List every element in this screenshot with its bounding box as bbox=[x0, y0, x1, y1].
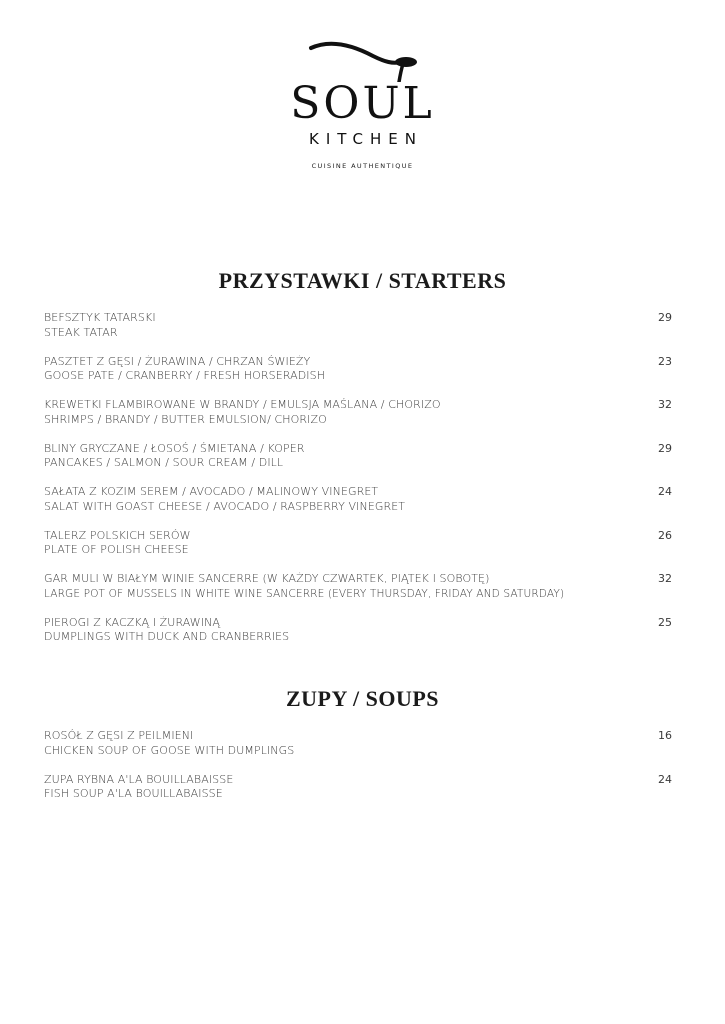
spoon-drip-icon bbox=[303, 40, 423, 82]
item-name-en: SALAT WITH GOAST CHEESE / AVOCADO / RASPBERRY VINEGRET bbox=[44, 499, 406, 513]
item-name-pl: BLINY GRYCZANE / ŁOSOŚ / ŚMIETANA / KOPER bbox=[44, 441, 305, 455]
item-price: 25 bbox=[658, 615, 672, 629]
starters-list bbox=[44, 311, 672, 659]
item-name-pl: BEFSZTYK TATARSKI bbox=[44, 311, 156, 324]
tagline: CUISINE AUTHENTIQUE bbox=[311, 162, 414, 170]
item-name-en: PANCAKES / SALMON / SOUR CREAM / DILL bbox=[44, 456, 284, 469]
item-name-en: PLATE OF POLISH CHEESE bbox=[44, 543, 189, 556]
item-price: 32 bbox=[658, 398, 672, 411]
item-name-pl: TALERZ POLSKICH SERÓW bbox=[44, 528, 191, 542]
menu-item bbox=[44, 773, 672, 802]
item-name-pl: ROSÓŁ Z GĘSI Z PEILMIENI bbox=[44, 729, 194, 742]
menu-item bbox=[44, 398, 672, 427]
item-name-en: GOOSE PATE / CRANBERRY / FRESH HORSERADISH bbox=[44, 369, 326, 382]
item-name-en: STEAK TATAR bbox=[44, 325, 118, 339]
menu-item bbox=[44, 311, 672, 340]
item-name-pl: PIEROGI Z KACZKĄ I ŻURAWINĄ bbox=[44, 615, 221, 629]
menu-item bbox=[44, 529, 672, 558]
item-name-pl: PASZTET Z GĘSI / ŻURAWINA / CHRZAN ŚWIEŻY bbox=[44, 354, 311, 368]
item-price: 24 bbox=[658, 772, 672, 786]
item-name-en: SHRIMPS / BRANDY / BUTTER EMULSION/ CHORIZO bbox=[44, 412, 327, 426]
menu-item bbox=[44, 616, 672, 645]
item-name-en: DUMPLINGS WITH DUCK AND CRANBERRIES bbox=[44, 630, 290, 643]
menu-item bbox=[44, 485, 672, 514]
item-price: 23 bbox=[658, 354, 672, 368]
item-price: 16 bbox=[658, 729, 672, 742]
menu-item bbox=[44, 355, 672, 384]
item-price: 29 bbox=[658, 311, 672, 324]
item-name-pl: GAR MULI W BIAŁYM WINIE SANCERRE (W KAŻDY CZWARTEK, PIĄTEK I SOBOTĘ) bbox=[44, 572, 490, 585]
item-name-en: CHICKEN SOUP OF GOOSE WITH DUMPLINGS bbox=[44, 743, 295, 757]
item-name-pl: ZUPA RYBNA A'LA BOUILLABAISSE bbox=[44, 772, 234, 786]
menu-item bbox=[44, 729, 672, 758]
item-name-en: LARGE POT OF MUSSELS IN WHITE WINE SANCERRE (EVERY THURSDAY, FRIDAY AND SATURDAY) bbox=[44, 587, 565, 600]
item-name-pl: KREWETKI FLAMBIROWANE W BRANDY / EMULSJA MAŚLANA / CHORIZO bbox=[44, 398, 441, 411]
section-title-soups: ZUPY / SOUPS bbox=[285, 686, 440, 711]
item-price: 32 bbox=[658, 572, 672, 585]
logo-subtitle: KITCHEN bbox=[309, 130, 423, 148]
logo-wordmark: SOUL bbox=[290, 78, 435, 129]
logo bbox=[0, 40, 725, 170]
item-name-en: FISH SOUP A'LA BOUILLABAISSE bbox=[44, 787, 223, 800]
item-price: 26 bbox=[658, 528, 672, 542]
item-price: 29 bbox=[658, 441, 672, 455]
menu-item bbox=[44, 442, 672, 471]
menu-item bbox=[44, 572, 672, 601]
item-name-pl: SAŁATA Z KOZIM SEREM / AVOCADO / MALINOWY VINEGRET bbox=[44, 485, 379, 498]
soups-list bbox=[44, 729, 672, 816]
item-price: 24 bbox=[658, 485, 672, 498]
section-title-starters: PRZYSTAWKI / STARTERS bbox=[218, 268, 507, 293]
